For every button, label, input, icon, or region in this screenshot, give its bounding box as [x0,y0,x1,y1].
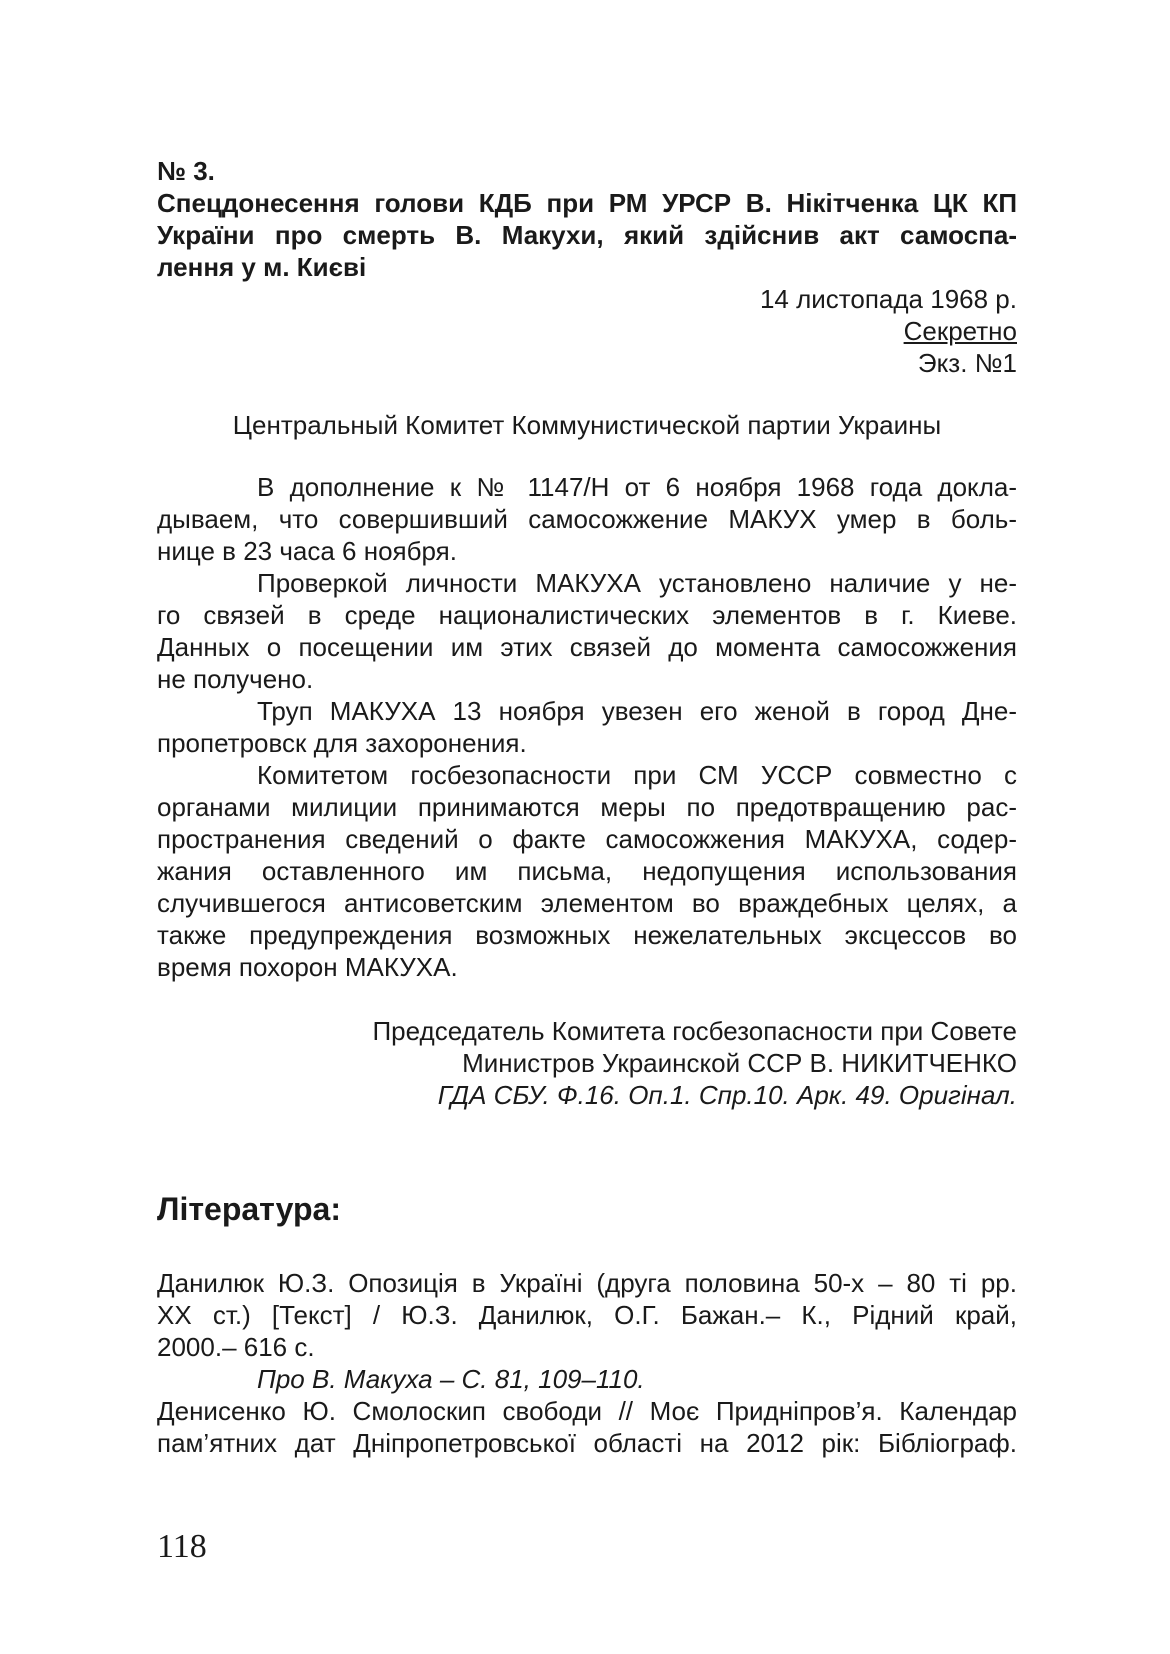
entry-line: Денисенко Ю. Смолоскип свободи // Моє Придніпров’я. Календар [157,1396,1017,1426]
entry-line: Данилюк Ю.З. Опозиція в Україні (друга половина 50-х – 80 ті рр. [157,1268,1017,1298]
entry-line: пам’ятних дат Дніпропетровської області на 2012 рік: Бібліограф. [157,1428,1017,1458]
title-line: лення у м. Києві [157,252,367,282]
paragraph-line: В дополнение к № 1147/Н от 6 ноября 1968 года докла- [257,472,1017,502]
document-title [157,187,1017,283]
entry-line: 2000.– 616 с. [157,1332,315,1362]
entry-line: XX ст.) [Текст] / Ю.З. Данилюк, О.Г. Бажан.– К., Рідний край, [157,1300,1017,1330]
addressee: Центральный Комитет Коммунистической партии Украины [232,410,942,440]
paragraph [157,759,1017,983]
paragraph-line: время похорон МАКУХА. [157,952,458,982]
page-number: 118 [157,1528,207,1565]
document-page [157,155,1017,1459]
paragraph-line: пропетровск для захоронения. [157,728,527,758]
paragraph-line: жания оставленного им письма, недопущения использования [157,856,1017,886]
title-line: Спецдонесення голови КДБ при РМ УРСР В. Нікітченка ЦК КП [157,188,1017,218]
paragraph [157,695,1017,759]
paragraph-line: случившегося антисоветским элементом во враждебных целях, а [157,888,1017,918]
paragraph-line: органами милиции принимаются меры по предотвращению рас- [157,792,1017,822]
signature-line: Председатель Комитета госбезопасности при Совете [372,1016,1017,1046]
paragraph-line: Комитетом госбезопасности при СМ УССР совместно с [257,760,1017,790]
signature-block [157,1015,1017,1111]
literature-heading: Література: [157,1191,341,1227]
classification-stamp [157,315,1017,347]
paragraph-line: го связей в среде националистических элементов в г. Киеве. [157,600,1017,630]
document-number: № 3. [157,156,215,186]
title-line: України про смерть В. Макухи, який здійснив акт самоспа- [157,220,1017,250]
literature-entry [157,1267,1017,1395]
paragraph-line: нице в 23 часа 6 ноября. [157,536,457,566]
paragraph-line: Проверкой личности МАКУХА установлено наличие у не- [257,568,1017,598]
document-date: 14 листопада 1968 р. [759,284,1017,314]
classification-text: Секретно [903,316,1017,346]
paragraph-line: пространения сведений о факте самосожжения МАКУХА, содер- [157,824,1017,854]
archive-reference: ГДА СБУ. Ф.16. Оп.1. Спр.10. Арк. 49. Оригінал. [437,1080,1017,1110]
paragraph-line: также предупреждения возможных нежелательных эксцессов во [157,920,1017,950]
report-body [157,471,1017,983]
copy-number: Экз. №1 [917,348,1017,378]
literature-list [157,1267,1017,1459]
paragraph [157,471,1017,567]
signature-line: Министров Украинской ССР В. НИКИТЧЕНКО [462,1048,1017,1078]
literature-entry [157,1395,1017,1459]
entry-note: Про В. Макуха – С. 81, 109–110. [257,1364,645,1394]
paragraph [157,567,1017,695]
paragraph-line: не получено. [157,664,314,694]
paragraph-line: Данных о посещении им этих связей до момента самосожжения [157,632,1017,662]
paragraph-line: Труп МАКУХА 13 ноября увезен его женой в город Дне- [257,696,1017,726]
paragraph-line: дываем, что совершивший самосожжение МАКУХ умер в боль- [157,504,1017,534]
